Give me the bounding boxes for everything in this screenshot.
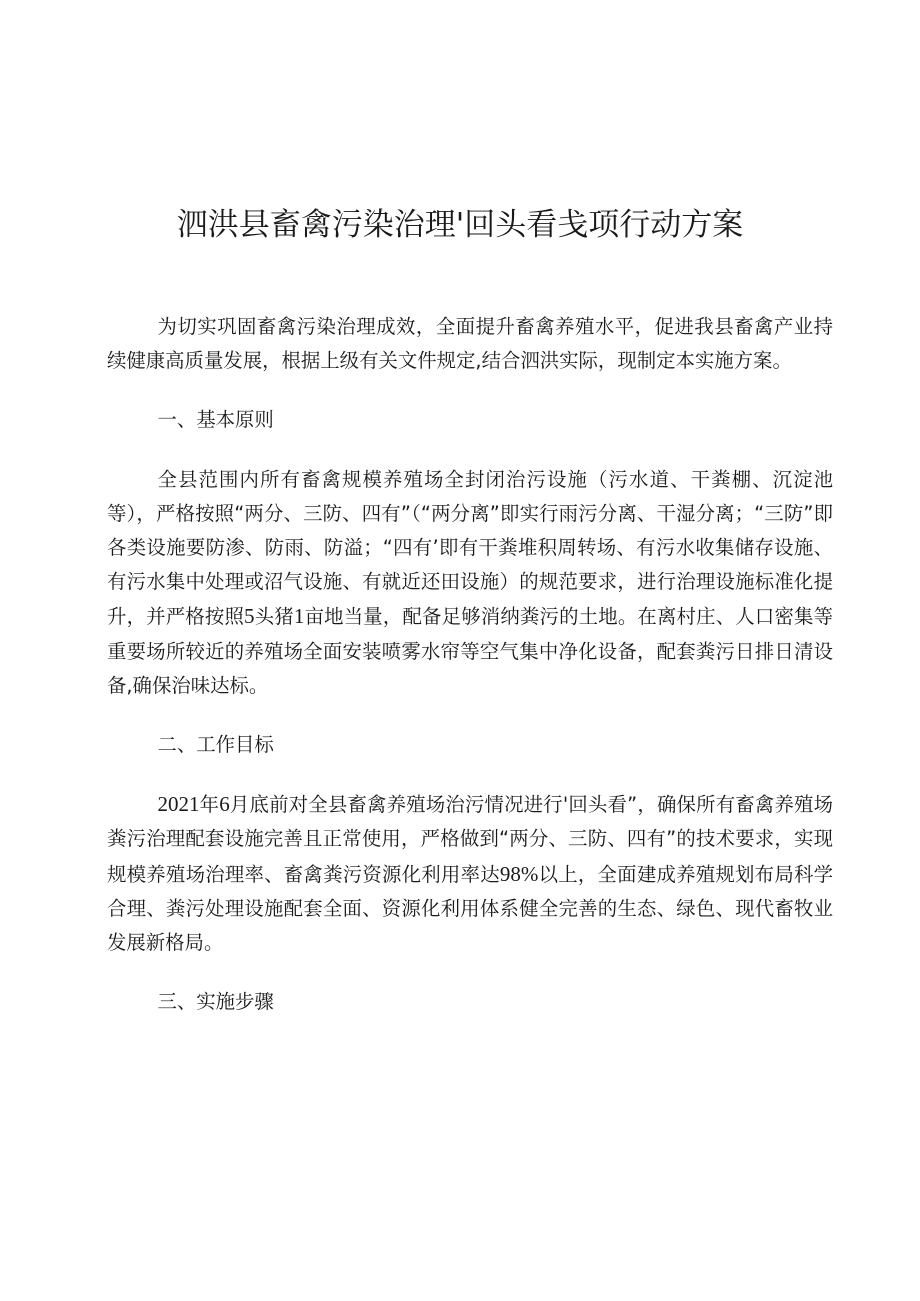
- document-title: 泗洪县畜禽污染治理'回头看戋项行动方案: [176, 206, 744, 243]
- principles-text-1: 全县范围内所有畜禽规模养殖场全封闭治污设施（污水道、干粪棚、沉淀池等），严格按照“两分、三防、四有”（“两分离”即实行雨污分离、干湿分离；“三防”即各类设施要防渗、防雨、防溢；“四有’即有干粪堆积周转场、有污水收集储存设施、有污水集中处理或沼气设施、有就近还田设施）的规范要求，进行治理设施标准化提升，并严格按照: [107, 467, 833, 629]
- goals-text-3: 以上，全面建成养殖规划布局科学合理、粪污处理设施配套全面、资源化利用体系健全完善的生态、绿色、现代畜牧业发展新格局。: [107, 862, 834, 955]
- section-heading-goals: 二、工作目标: [157, 733, 274, 757]
- section-heading-steps: 三、实施步骤: [157, 990, 274, 1014]
- principles-number-mu: 1: [293, 604, 305, 629]
- intro-paragraph: 为切实巩固畜禽污染治理成效，全面提升畜禽养殖水平，促进我县畜禽产业持续健康高质量发展，根据上级有关文件规定,结合泗洪实际，现制定本实施方案。: [107, 315, 833, 373]
- section-body-principles: [107, 463, 833, 703]
- principles-number-pigs: 5: [244, 604, 255, 629]
- document-body: [107, 310, 833, 1019]
- goals-text-1: 年: [199, 793, 220, 817]
- principles-text-3: 亩地当量，配备足够消纳粪污的土地。在离村庄、人口密集等重要场所较近的养殖场全面安装喷雾水帘等空气集中净化设备，配套粪污日排日清设备,确保治味达标。: [107, 605, 833, 697]
- section-body-goals: [107, 787, 833, 960]
- goals-percent: 98%: [499, 861, 539, 886]
- goals-year: 2021: [157, 792, 200, 817]
- section-heading-principles: 一、基本原则: [157, 408, 274, 432]
- principles-text-2: 头猪: [254, 605, 294, 629]
- goals-text-2: 月底前对全县畜禽养殖场治污情况进行'回头看”，确保所有畜禽养殖场粪污治理配套设施完善且正常使用，严格做到“两分、三防、四有”的技术要求，实现规模养殖场治理率、畜禽粪污资源化利用率达: [107, 793, 834, 886]
- goals-month: 6: [219, 792, 230, 817]
